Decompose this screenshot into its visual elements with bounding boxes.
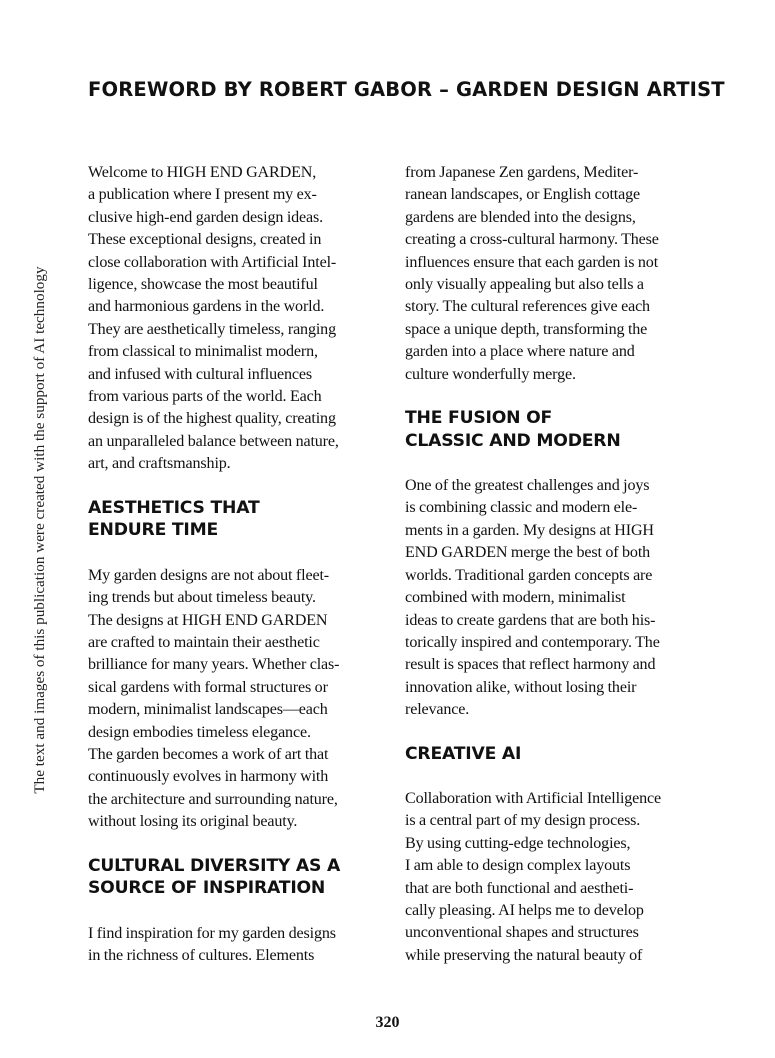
text-line: in the richness of cultures. Elements [88,946,315,964]
text-line: garden into a place where nature and [405,343,635,361]
text-line: an unparalleled balance between nature, [88,432,339,450]
text-line: Collaboration with Artificial Intelligence [405,790,662,808]
text-line: ranean landscapes, or English cottage [405,186,641,204]
text-line: a publication where I present my ex- [88,186,317,204]
text-line: only visually appealing but also tells a [405,276,644,294]
creative-ai-heading [405,743,705,766]
text-line: from Japanese Zen gardens, Mediter- [405,164,639,181]
text-line: My garden designs are not about fleet- [88,566,329,584]
text-line: close collaboration with Artificial Intel- [88,253,337,271]
text-line: By using cutting-edge technologies, [405,834,631,852]
text-line: AESTHETICS THAT [88,497,260,518]
text-line: design is of the highest quality, creating [88,410,336,428]
text-line: from various parts of the world. Each [88,388,322,406]
text-line: and infused with cultural influences [88,365,313,383]
text-line: culture wonderfully merge. [405,365,576,383]
text-line: innovation alike, without losing their [405,678,637,696]
text-line: sical gardens with formal structures or [88,678,328,696]
text-line: and harmonious gardens in the world. [88,298,325,316]
text-line: creating a cross-cultural harmony. These [405,231,659,249]
text-line: SOURCE OF INSPIRATION [88,878,326,899]
text-line: ments in a garden. My designs at HIGH [405,521,654,539]
text-line: art, and craftsmanship. [88,455,231,473]
text-line: CREATIVE AI [405,743,522,764]
text-line: cally pleasing. AI helps me to develop [405,902,644,920]
text-line: combined with modern, minimalist [405,589,626,607]
left-column [88,162,388,967]
intro-paragraph [88,162,388,476]
text-line: They are aesthetically timeless, ranging [88,320,336,338]
text-line: The garden becomes a work of art that [88,745,329,763]
text-line: CULTURAL DIVERSITY AS A [88,855,341,876]
text-line: from classical to minimalist modern, [88,343,318,361]
text-line: ideas to create gardens that are both his- [405,611,656,629]
text-line: ing trends but about timeless beauty. [88,589,316,607]
cultural-diversity-heading [88,855,388,900]
text-line: gardens are blended into the designs, [405,208,636,226]
text-line: CLASSIC AND MODERN [405,430,621,451]
text-line: unconventional shapes and structures [405,924,639,942]
text-line: clusive high-end garden design ideas. [88,208,324,226]
text-line: result is spaces that reflect harmony and [405,656,656,674]
text-line: I am able to design complex layouts [405,857,631,875]
text-line: These exceptional designs, created in [88,231,322,249]
page-title: FOREWORD BY ROBERT GABOR – GARDEN DESIGN ARTIST [88,78,725,101]
creative-ai-paragraph [405,788,705,967]
text-line: influences ensure that each garden is not [405,253,659,271]
text-line: while preserving the natural beauty of [405,946,643,964]
text-line: that are both functional and aestheti- [405,879,634,897]
text-line: without losing its original beauty. [88,813,298,831]
ai-disclaimer-note: The text and images of this publication were created with the support of AI technology [31,266,48,794]
text-line: modern, minimalist landscapes—each [88,701,328,719]
text-line: Welcome to HIGH END GARDEN, [88,164,317,181]
text-line: are crafted to maintain their aesthetic [88,633,320,651]
text-line: I find inspiration for my garden designs [88,924,336,942]
text-line: worlds. Traditional garden concepts are [405,566,653,584]
text-line: design embodies timeless elegance. [88,723,311,741]
fusion-heading [405,407,705,452]
text-line: story. The cultural references give each [405,298,650,316]
text-line: THE FUSION OF [405,408,553,429]
page-number: 320 [375,1014,400,1031]
aesthetics-paragraph [88,565,388,834]
text-line: ligence, showcase the most beautiful [88,276,318,294]
right-column [405,162,705,967]
text-line: torically inspired and contemporary. The [405,633,660,651]
text-line: continuously evolves in harmony with [88,768,329,786]
cultural-diversity-paragraph [88,923,388,968]
text-line: ENDURE TIME [88,520,219,541]
text-line: brilliance for many years. Whether clas- [88,656,340,674]
aesthetics-heading [88,497,388,542]
text-line: END GARDEN merge the best of both [405,544,651,562]
text-line: is a central part of my design process. [405,812,641,830]
text-line: The designs at HIGH END GARDEN [88,611,328,629]
text-line: One of the greatest challenges and joys [405,477,650,495]
text-line: relevance. [405,701,470,719]
text-line: is combining classic and modern ele- [405,499,638,517]
text-line: the architecture and surrounding nature, [88,790,338,808]
cultural-diversity-paragraph-continued [405,162,705,386]
text-line: space a unique depth, transforming the [405,320,648,338]
fusion-paragraph [405,475,705,721]
